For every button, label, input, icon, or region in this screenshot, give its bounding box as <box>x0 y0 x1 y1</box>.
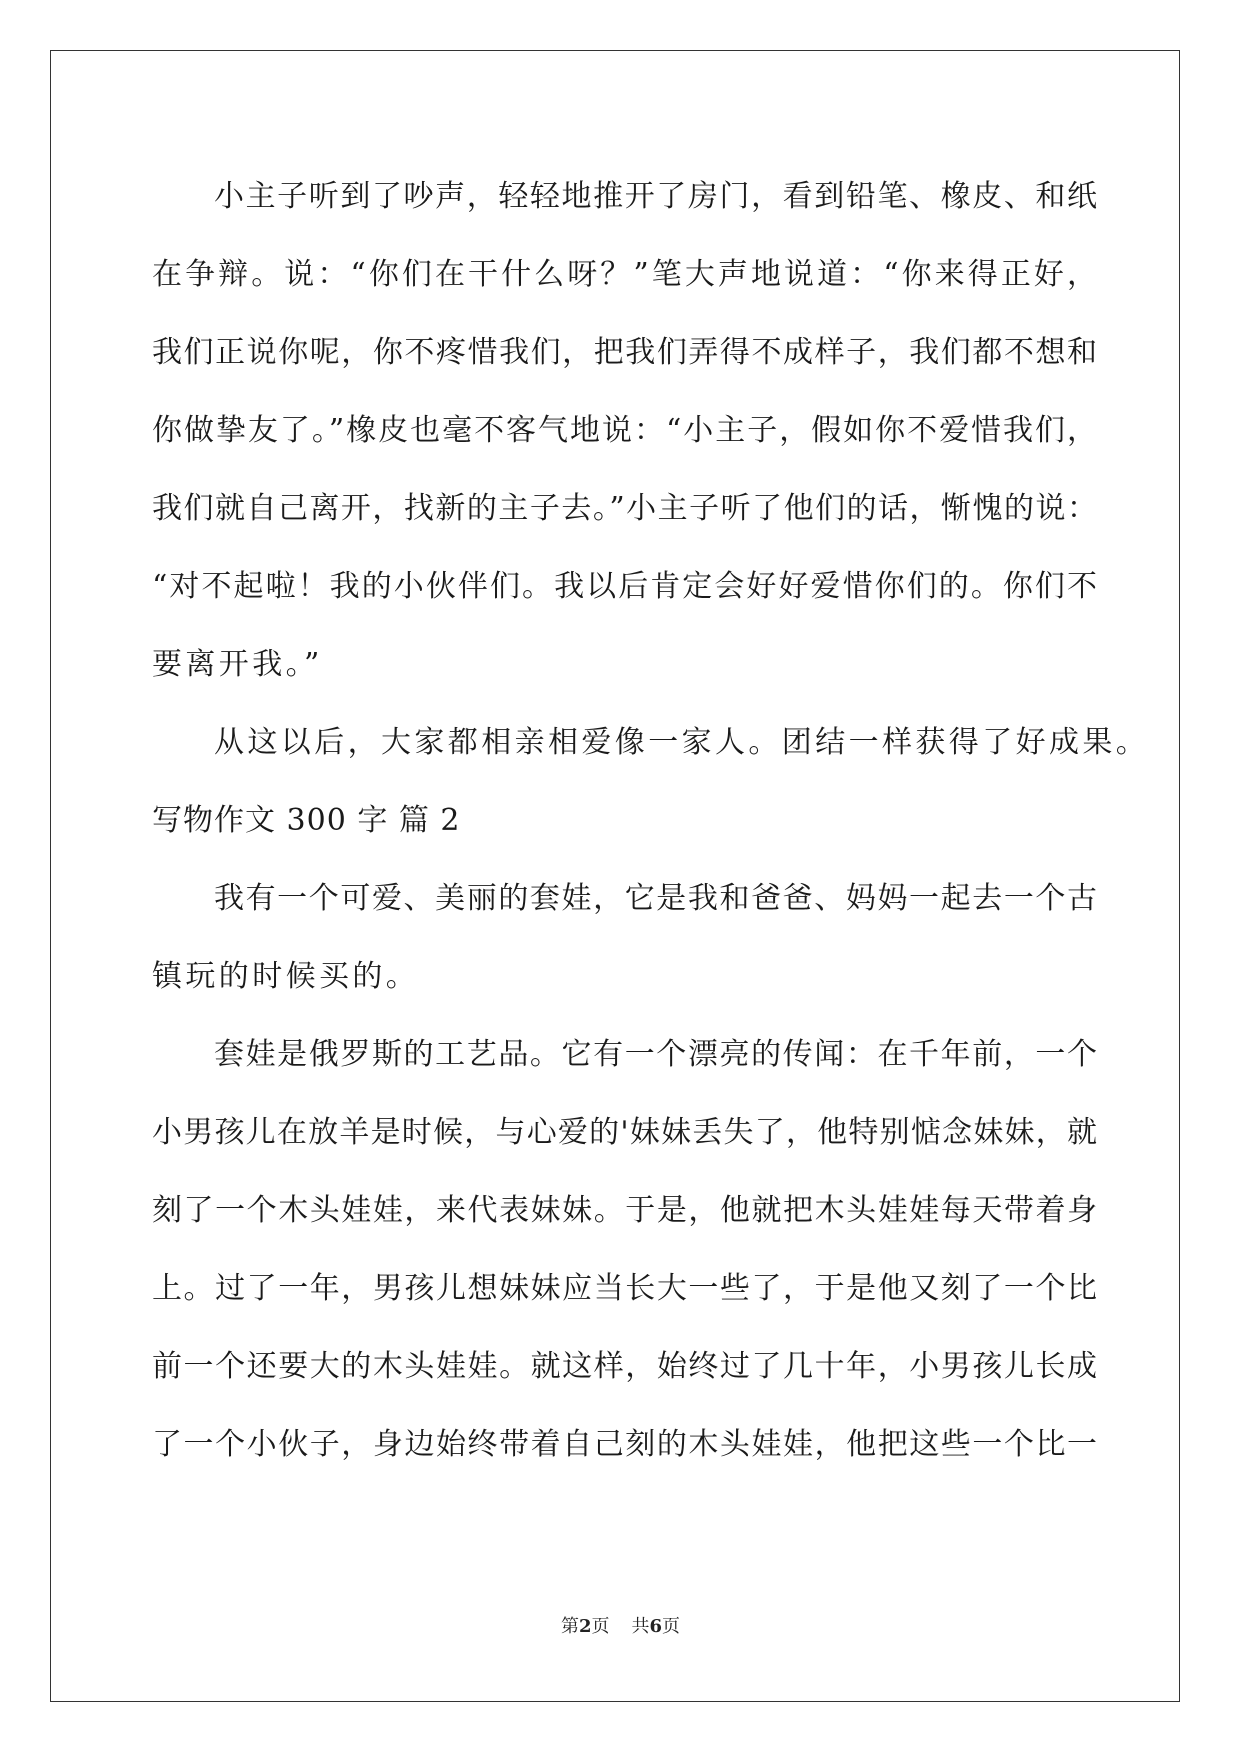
document-body <box>152 158 1150 1484</box>
paragraph-line: 镇玩的时候买的。 <box>152 959 420 994</box>
footer-total-suffix: 页 <box>662 1616 681 1637</box>
footer-prefix: 第 <box>560 1616 579 1637</box>
paragraph-line: 上。过了一年，男孩儿想妹妹应当长大一些了，于是他又刻了一个比 <box>152 1271 1097 1306</box>
page-footer <box>0 1612 1241 1638</box>
paragraph-line: 了一个小伙子，身边始终带着自己刻的木头娃娃，他把这些一个比一 <box>152 1427 1097 1462</box>
paragraph-line: 我们正说你呢，你不疼惜我们，把我们弄得不成样子，我们都不想和 <box>152 335 1097 370</box>
paragraph-line: 在争辩。说：“你们在干什么呀？”笔大声地说道：“你来得正好， <box>152 257 1097 292</box>
paragraph-line: 套娃是俄罗斯的工艺品。它有一个漂亮的传闻：在千年前，一个 <box>214 1037 1097 1072</box>
paragraph-line: 我们就自己离开，找新的主子去。”小主子听了他们的话，惭愧的说： <box>152 491 1097 526</box>
total-pages: 6 <box>649 1616 663 1637</box>
paragraph-line: 小男孩儿在放羊是时候，与心爱的'妹妹丢失了，他特别惦念妹妹，就 <box>152 1115 1097 1150</box>
paragraph-line: 从这以后，大家都相亲相爱像一家人。团结一样获得了好成果。 <box>214 725 1150 760</box>
paragraph-line: “对不起啦！我的小伙伴们。我以后肯定会好好爱惜你们的。你们不 <box>152 569 1097 604</box>
section-heading: 写物作文 300 字 篇 2 <box>152 803 461 838</box>
paragraph-line: 前一个还要大的木头娃娃。就这样，始终过了几十年，小男孩儿长成 <box>152 1349 1097 1384</box>
paragraph-line: 刻了一个木头娃娃，来代表妹妹。于是，他就把木头娃娃每天带着身 <box>152 1193 1097 1228</box>
footer-total-prefix: 共 <box>631 1616 650 1637</box>
paragraph-line: 我有一个可爱、美丽的套娃，它是我和爸爸、妈妈一起去一个古 <box>214 881 1097 916</box>
paragraph-line: 要离开我。” <box>152 647 323 682</box>
footer-page-suffix: 页 <box>591 1616 610 1637</box>
paragraph-line: 小主子听到了吵声，轻轻地推开了房门，看到铅笔、橡皮、和纸 <box>214 179 1097 214</box>
paragraph-line: 你做挚友了。”橡皮也毫不客气地说：“小主子，假如你不爱惜我们， <box>152 413 1097 448</box>
page-number: 2 <box>578 1616 592 1637</box>
